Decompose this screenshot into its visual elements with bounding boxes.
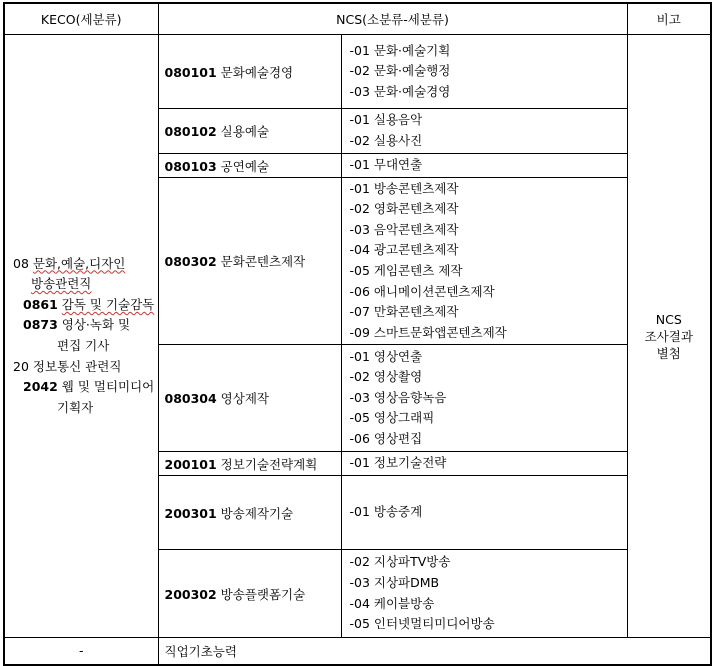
- ncs-sub-item: -01 무대연출: [349, 157, 423, 173]
- footer-row: [4, 638, 711, 665]
- ncs-code-cell: [158, 35, 341, 109]
- keco-line: [13, 377, 155, 398]
- keco-code: 20: [13, 358, 29, 374]
- ncs-sub-item: -05 인터넷멀티미디어방송: [349, 616, 495, 632]
- keco-text: 편집 기사: [57, 338, 110, 353]
- ncs-sub-item: -05 영상그래픽: [349, 410, 435, 426]
- ncs-sub-item: -01 정보기술전략: [349, 455, 447, 471]
- ncs-name: 공연예술: [220, 158, 269, 174]
- ncs-code-cell: [158, 476, 341, 550]
- ncs-code-cell: [158, 452, 341, 476]
- keco-text: 감독 및 기술감독: [61, 296, 155, 312]
- keco-text: 방송관련직: [31, 276, 92, 292]
- keco-code: 08: [13, 255, 29, 271]
- header-ncs: NCS(소분류-세분류): [158, 3, 627, 35]
- ncs-name: 문화콘텐츠제작: [220, 254, 306, 269]
- keco-text: 웹 및 멀티미디어: [61, 379, 155, 395]
- ncs-sub-item: -01 문화·예술기획: [349, 42, 451, 58]
- header-row: [4, 3, 711, 35]
- keco-line: [13, 315, 152, 336]
- ncs-sub-item: -02 영상촬영: [349, 369, 423, 385]
- ncs-sub-cell: [341, 550, 627, 638]
- ncs-sub-item: -04 케이블방송: [349, 595, 435, 611]
- keco-line: [13, 274, 152, 295]
- ncs-sub-item: -09 스마트문화앱콘텐츠제작: [349, 324, 507, 340]
- ncs-sub-item: -01 영상연출: [349, 348, 423, 364]
- keco-code: 0873: [23, 317, 58, 333]
- keco-ncs-mapping-table: [3, 2, 712, 666]
- ncs-sub-item: -06 애니메이션콘텐츠제작: [349, 283, 495, 299]
- keco-line: [13, 295, 155, 316]
- ncs-code: 080103: [164, 158, 217, 174]
- keco-text: 기획자: [57, 399, 94, 415]
- note-line: 조사결과: [644, 328, 693, 344]
- ncs-code: 200301: [164, 505, 217, 521]
- header-keco: KECO(세분류): [4, 3, 158, 35]
- ncs-code-cell: [158, 550, 341, 638]
- keco-line: [13, 357, 152, 378]
- ncs-code: 200101: [164, 456, 217, 472]
- ncs-code: 080304: [164, 391, 217, 406]
- ncs-sub-item: -03 문화·예술경영: [349, 83, 451, 99]
- note-line: 별첨: [656, 345, 681, 361]
- ncs-sub-item: -01 방송중계: [349, 504, 423, 520]
- ncs-name: 방송제작기술: [220, 505, 294, 521]
- table-row: [4, 35, 711, 109]
- keco-cell: [4, 35, 158, 638]
- ncs-sub-cell: [341, 178, 627, 345]
- keco-line: [13, 254, 152, 275]
- ncs-code: 080101: [164, 64, 217, 80]
- ncs-code-cell: [158, 178, 341, 345]
- ncs-sub-item: -01 실용음악: [349, 112, 423, 128]
- ncs-code: 080102: [164, 124, 217, 139]
- keco-text: 정보통신 관련직: [32, 358, 122, 374]
- ncs-sub-cell: [341, 109, 627, 154]
- footer-ncs: 직업기초능력: [158, 638, 711, 665]
- ncs-name: 실용예술: [220, 124, 269, 139]
- ncs-sub-item: -01 방송콘텐츠제작: [349, 180, 459, 196]
- ncs-name: 정보기술전략계획: [220, 456, 318, 472]
- ncs-name: 영상제작: [220, 391, 269, 406]
- ncs-code-cell: [158, 345, 341, 452]
- ncs-name: 문화예술경영: [220, 64, 294, 80]
- note-cell: [627, 35, 711, 638]
- ncs-sub-cell: [341, 35, 627, 109]
- ncs-sub-item: -06 영상편집: [349, 430, 423, 446]
- keco-code: 2042: [23, 379, 58, 395]
- ncs-sub-item: -04 광고콘텐츠제작: [349, 242, 459, 258]
- ncs-code: 200302: [164, 586, 217, 602]
- footer-keco: -: [4, 638, 158, 665]
- ncs-sub-item: -03 음악콘텐츠제작: [349, 221, 459, 237]
- note-line: NCS: [655, 311, 682, 327]
- ncs-sub-item: -02 실용사진: [349, 133, 423, 148]
- ncs-sub-item: -05 게임콘텐츠 제작: [349, 263, 463, 278]
- ncs-code-cell: [158, 154, 341, 178]
- ncs-sub-item: -03 지상파DMB: [349, 574, 440, 590]
- ncs-code-cell: [158, 109, 341, 154]
- ncs-code: 080302: [164, 254, 217, 269]
- keco-code: 0861: [23, 296, 58, 312]
- ncs-sub-cell: [341, 476, 627, 550]
- ncs-sub-item: -02 지상파TV방송: [349, 554, 451, 570]
- ncs-sub-item: -07 만화콘텐츠제작: [349, 304, 459, 320]
- header-note: 비고: [627, 3, 711, 35]
- keco-text: 문화,예술,디자인: [32, 255, 126, 271]
- ncs-sub-cell: [341, 154, 627, 178]
- ncs-sub-item: -02 문화·예술행정: [349, 63, 451, 79]
- ncs-sub-cell: [341, 452, 627, 476]
- ncs-sub-item: -02 영화콘텐츠제작: [349, 201, 459, 217]
- keco-text: 영상·녹화 및: [61, 317, 131, 333]
- ncs-name: 방송플랫폼기술: [220, 586, 306, 602]
- keco-line: [13, 398, 152, 419]
- ncs-sub-item: -03 영상음향녹음: [349, 389, 447, 405]
- keco-line: [13, 336, 152, 357]
- ncs-sub-cell: [341, 345, 627, 452]
